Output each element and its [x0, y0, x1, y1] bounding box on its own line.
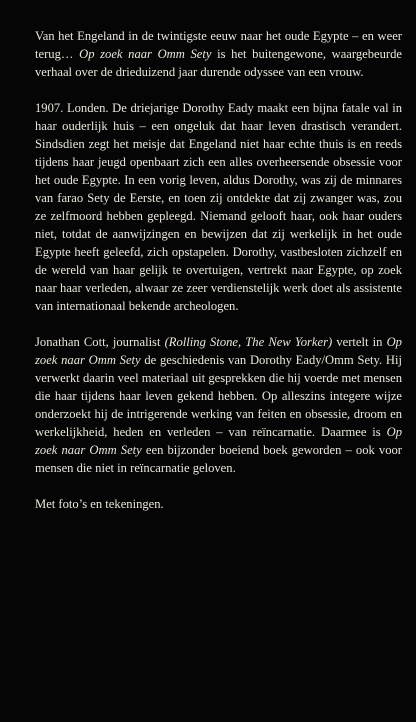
intro-text-2: is het buitengewone, waargebeurde verhaal over de drieduizend jaar durende odyssee van een vrouw.	[35, 47, 402, 79]
author-book-title-1: Op zoek naar Omm Sety	[35, 335, 402, 367]
author-paragraph	[35, 333, 402, 477]
author-text-2: vertelt in	[332, 335, 387, 349]
author-publications: (Rolling Stone, The New Yorker)	[164, 335, 333, 349]
story-paragraph	[35, 99, 402, 315]
author-text-3: de geschiedenis van Dorothy Eady/Omm Sety. Hij verwerkt daarin veel materiaal uit gesprekken die hij voerde met mensen die haar tijdens haar leven gekend hebben. Op alleszins integere wijze onderzoekt hij de intrigerende werking van feiten en obsessie, droom en werkelijkheid, heden en verleden – van reïncarnatie. Daarmee is	[35, 353, 402, 439]
intro-book-title: Op zoek naar Omm Sety	[79, 47, 212, 61]
intro-text-1: Van het Engeland in de twintigste eeuw naar het oude Egypte – en weer terug…	[35, 29, 402, 61]
story-text: 1907. Londen. De driejarige Dorothy Eady maakt een bijna fatale val in haar ouderlijk huis – een ongeluk dat haar leven drastisch verandert. Sindsdien zegt het meisje dat Engeland niet haar echte thuis is en reeds tijdens haar jeugd openbaart zich een alles overheersende obsessie voor het oude Egypte. In een vorig leven, aldus Dorothy, was zij de minnares van farao Sety de Eerste, en toen zij ontdekte dat zij zwanger was, zou ze zelfmoord hebben gepleegd. Niemand gelooft haar, ook haar ouders niet, totdat de aanwijzingen en bewijzen dat zij werkelijk in het oude Egypte heeft geleefd, zich opstapelen. Dorothy, vastbesloten zichzelf en de wereld van haar gelijk te overtuigen, vertrekt naar Egypte, op zoek naar haar verleden, alwaar ze zeer verdienstelijk werk doet als assistente van internationaal bekende archeologen.	[35, 101, 402, 313]
footer-note	[35, 495, 402, 513]
author-book-title-2: Op zoek naar Omm Sety	[35, 425, 402, 457]
intro-paragraph	[35, 27, 402, 81]
footer-text: Met foto’s en tekeningen.	[35, 497, 164, 511]
author-text-4: een bijzonder boeiend boek geworden – ook voor mensen die niet in reïncarnatie geloven.	[35, 443, 403, 475]
author-text-1: Jonathan Cott, journalist	[35, 335, 165, 349]
